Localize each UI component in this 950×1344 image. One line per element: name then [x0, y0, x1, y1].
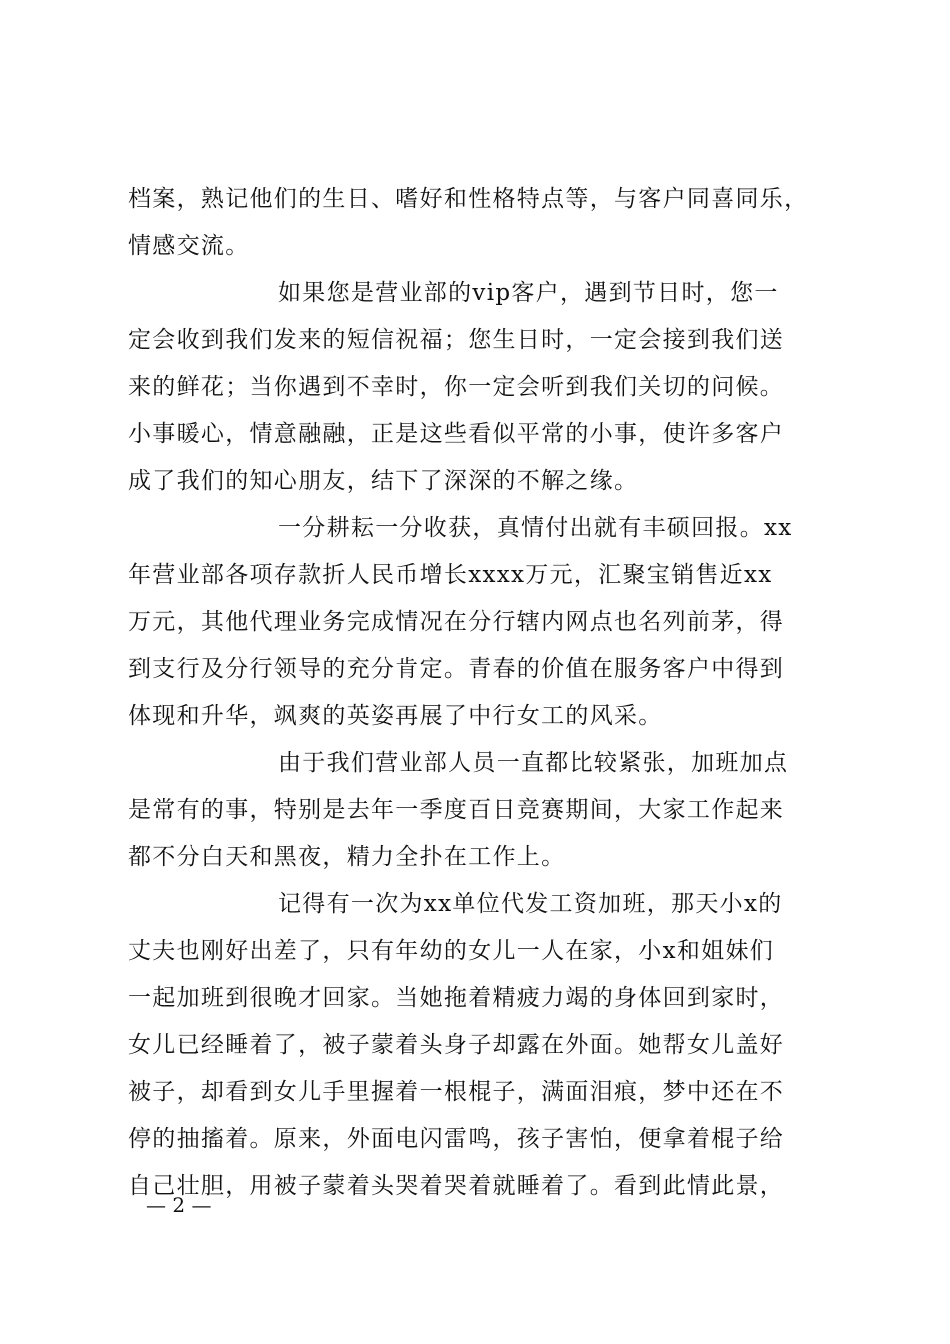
text-line: 被子，却看到女儿手里握着一根棍子，满面泪痕，梦中还在不 — [128, 1079, 785, 1105]
text-line: 体现和升华，飒爽的英姿再展了中行女工的风采。 — [128, 703, 663, 729]
text-line: 定会收到我们发来的短信祝福；您生日时，一定会接到我们送 — [128, 327, 785, 353]
text-line: 到支行及分行领导的充分肯定。青春的价值在服务客户中得到 — [128, 656, 785, 682]
text-line: 年营业部各项存款折人民币增长xxxx万元，汇聚宝销售近xx — [128, 562, 773, 588]
body-text — [128, 176, 828, 1210]
text-line: 来的鲜花；当你遇到不幸时，你一定会听到我们关切的问候。 — [128, 374, 785, 400]
text-line: 是常有的事，特别是去年一季度百日竞赛期间，大家工作起来 — [128, 797, 785, 823]
paragraph-first-line: 记得有一次为xx单位代发工资加班，那天小x的 — [278, 891, 783, 917]
text-line: 丈夫也刚好出差了，只有年幼的女儿一人在家，小x和姐妹们 — [128, 938, 775, 964]
text-line: 情感交流。 — [128, 233, 250, 259]
text-line: 停的抽搐着。原来，外面电闪雷鸣，孩子害怕，便拿着棍子给 — [128, 1126, 785, 1152]
text-line: 成了我们的知心朋友，结下了深深的不解之缘。 — [128, 468, 639, 494]
paragraph-first-line: 一分耕耘一分收获，真情付出就有丰硕回报。xx — [278, 515, 793, 541]
text-line: 自己壮胆，用被子蒙着头哭着哭着就睡着了。看到此情此景， — [128, 1173, 785, 1199]
text-line: 都不分白天和黑夜，精力全扑在工作上。 — [128, 844, 566, 870]
text-line: 一起加班到很晚才回家。当她拖着精疲力竭的身体回到家时， — [128, 985, 785, 1011]
text-line: 小事暖心，情意融融，正是这些看似平常的小事，使许多客户 — [128, 421, 785, 447]
text-line: 女儿已经睡着了，被子蒙着头身子却露在外面。她帮女儿盖好 — [128, 1032, 785, 1058]
page-number: — 2 — — [146, 1193, 212, 1217]
paragraph-first-line: 由于我们营业部人员一直都比较紧张，加班加点 — [278, 750, 789, 776]
paragraph-first-line: 如果您是营业部的vip客户，遇到节日时，您一 — [278, 280, 779, 306]
text-line: 档案，熟记他们的生日、嗜好和性格特点等，与客户同喜同乐， — [128, 186, 809, 212]
text-line: 万元，其他代理业务完成情况在分行辖内网点也名列前茅，得 — [128, 609, 785, 635]
